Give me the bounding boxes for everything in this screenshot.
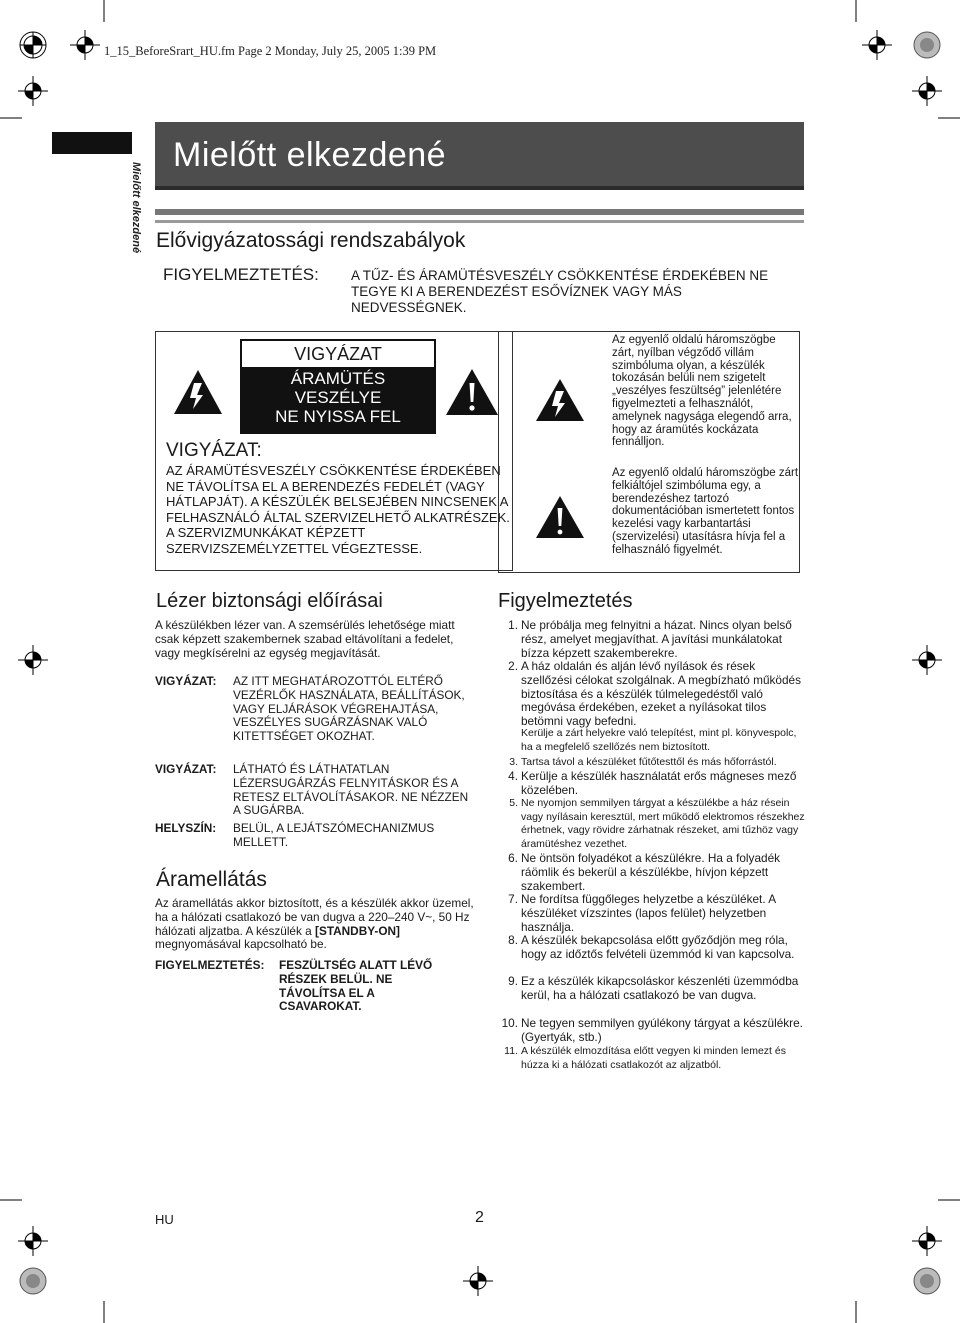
list-item-number: 3.	[509, 756, 518, 768]
lightning-warning-icon	[172, 368, 224, 416]
section-title: Elővigyázatossági rendszabályok	[156, 229, 466, 252]
caution-label: VIGYÁZAT:	[166, 440, 262, 461]
divider	[155, 209, 804, 215]
lightning-symbol-description: Az egyenlő oldalú háromszögbe zárt, nyílban végződő villám szimbóluma olyan, a készülék tokozásán belüli nem szigetelt „veszélyes feszültség” jelenlétére figyelmezteti a felhasználót, amelynek nagysága elegendő arra, hogy az áramütés kockázata fennálljon.	[612, 334, 792, 449]
list-item-text: Ne fordítsa függőleges helyzetbe a készüléket. A készüléket vízszintes (lapos felület) helyzetben használja.	[521, 892, 776, 934]
power-text	[155, 897, 475, 952]
laser-row-key: HELYSZÍN:	[155, 821, 217, 835]
page-number: 2	[475, 1209, 484, 1226]
exclamation-symbol-description: Az egyenlő oldalú háromszögbe zárt felkiáltójel szimbóluma egy, a berendezéshez tartozó dokumentációban ismertetett fontos kezelési vagy karbantartási (szervizelési) utasításra hívja fel a felhasználó figyelmét.	[612, 467, 799, 556]
list-item-text: A ház oldalán és alján lévő nyílások és rések szellőzési célokat szolgálnak. A megbízható működés biztosítása és a készülék túlmelegedéstől való megóvása érdekében, ezeket a nyílásokat tilos betömni vagy befedni.	[521, 659, 802, 729]
power-text-part: Az áramellátás akkor biztosított, és a készülék akkor üzemel, ha a hálózati csatlakozó be van dugva a 220–240 V~, 50 Hz hálózati aljzatba. A készülék a	[155, 896, 474, 938]
laser-row-key: VIGYÁZAT:	[155, 674, 217, 688]
list-item-text: Tartsa távol a készüléket fűtőtesttől és más hőforrástól.	[521, 756, 777, 768]
exclamation-warning-icon	[444, 367, 500, 417]
print-header: 1_15_BeforeSrart_HU.fm Page 2 Monday, July 25, 2005 1:39 PM	[104, 44, 437, 58]
caution-label-header: VIGYÁZAT	[294, 344, 382, 364]
laser-row-key: VIGYÁZAT:	[155, 762, 217, 776]
side-chapter-label: Mielőtt elkezdené	[130, 162, 142, 254]
list-item-number: 11.	[504, 1045, 518, 1057]
list-item-text: Kerülje a zárt helyekre való telepítést, mint pl. könyvespolc, ha a megfelelő szellőzés nem biztosított.	[521, 727, 797, 753]
main-warning-text: A TŰZ- ÉS ÁRAMÜTÉSVESZÉLY CSÖKKENTÉSE ÉRDEKÉBEN NE TEGYE KI A BERENDEZÉST ESŐVÍZNEK VAGY MÁS NEDVESSÉGNEK.	[351, 268, 769, 315]
laser-row-value: LÁTHATÓ ÉS LÁTHATATLAN LÉZERSUGÁRZÁS FELNYITÁSKOR ÉS A RETESZ ELTÁVOLÍTÁSAKOR. NE NÉZZEN A SUGÁRBA.	[233, 762, 469, 818]
laser-section-title: Lézer biztonsági előírásai	[156, 590, 383, 612]
list-item-number: 9.	[508, 974, 518, 988]
page-title: Mielőtt elkezdené	[173, 136, 447, 174]
list-item-number: 4.	[508, 769, 518, 783]
footer-language: HU	[155, 1212, 174, 1227]
figyelmeztetes-title: Figyelmeztetés	[498, 590, 633, 612]
caution-body: AZ ÁRAMÜTÉSVESZÉLY CSÖKKENTÉSE ÉRDEKÉBEN NE TÁVOLÍTSA EL A BERENDEZÉS FEDELÉT (VAGY HÁTLAPJÁT). A KÉSZÜLÉK BELSEJÉBEN NINCSENEK A FELHASZNÁLÓ ÁLTAL SZERVIZELHETŐ ALKATRÉSZEK. A SZERVIZMUNKÁKAT KÉPZETT SZERVIZSZEMÉLYZETTEL VÉGEZTESSE.	[166, 463, 510, 556]
list-item-text: Ne öntsön folyadékot a készülékre. Ha a folyadék ráömlik és bekerül a készülékbe, hívjon képzett szakembert.	[521, 851, 781, 893]
list-item-text: Kerülje a készülék használatát erős mágneses mező közelében.	[521, 769, 797, 797]
power-warning-text: FESZÜLTSÉG ALATT LÉVŐ RÉSZEK BELÜL. NE TÁVOLÍTSA EL A CSAVAROKAT.	[279, 958, 433, 1014]
list-item-number: 5.	[509, 797, 518, 809]
list-item-text: Ez a készülék kikapcsoláskor készenléti üzemmódba kerül, ha a hálózati csatlakozó be van dugva.	[521, 974, 799, 1002]
list-item-number: 10.	[501, 1016, 518, 1030]
list-item-number: 8.	[508, 933, 518, 947]
list-item-number: 2.	[508, 659, 518, 673]
list-item-text: A készülék elmozdítása előtt vegyen ki minden lemezt és húzza ki a hálózati csatlakozót az aljzatból.	[521, 1045, 786, 1071]
page-title-bar	[155, 122, 804, 190]
standby-on-button-label: [STANDBY-ON]	[315, 923, 400, 938]
list-item-number: 6.	[508, 851, 518, 865]
chapter-tab	[52, 132, 132, 154]
list-item-text: A készülék bekapcsolása előtt győződjön meg róla, hogy az időztős felvételi üzemmód ki van kapcsolva.	[521, 933, 795, 961]
power-section-title: Áramellátás	[156, 868, 267, 891]
laser-intro: A készülékben lézer van. A szemsérülés lehetősége miatt csak képzett szakembernek szabad eltávolítani a fedelet, vagy megkísérelni az egység megjavítását.	[155, 618, 455, 660]
power-warning-label: FIGYELMEZTETÉS:	[155, 958, 265, 972]
caution-label-black-panel	[242, 367, 434, 432]
caution-line: NE NYISSA FEL	[275, 407, 401, 426]
main-warning-label: FIGYELMEZTETÉS:	[163, 265, 319, 284]
caution-label-graphic	[240, 339, 436, 434]
caution-line: VESZÉLYE	[294, 388, 382, 407]
list-item-text: Ne nyomjon semmilyen tárgyat a készülékbe a ház résein vagy nyílásain keresztül, mert működő elektromos részekhez érhetnek, vagy rövidre zárhatnak részeket, ami tűzhöz vagy áramütéshez vezethet.	[521, 797, 805, 850]
list-item-number: 7.	[508, 892, 518, 906]
list-item-text: Ne tegyen semmilyen gyúlékony tárgyat a készülékre. (Gyertyák, stb.)	[521, 1016, 803, 1044]
laser-row-value: BELÜL, A LEJÁTSZÓMECHANIZMUS MELLETT.	[233, 821, 435, 849]
lightning-warning-icon	[534, 377, 586, 423]
laser-row-value: AZ ITT MEGHATÁROZOTTÓL ELTÉRŐ VEZÉRLŐK HASZNÁLATA, BEÁLLÍTÁSOK, VAGY ELJÁRÁSOK VÉGREHAJTÁSA, VESZÉLYES SUGÁRZÁSNAK VALÓ KITETTSÉGET OKOZHAT.	[233, 674, 465, 744]
exclamation-warning-icon	[534, 494, 586, 540]
list-item-number: 1.	[508, 618, 518, 632]
list-item-text: Ne próbálja meg felnyitni a házat. Nincs olyan belső rész, amelyet megjavíthat. A javítási munkálatokat bízza képzett szakemberekre.	[521, 618, 792, 660]
caution-line: ÁRAMÜTÉS	[290, 369, 386, 388]
divider	[155, 220, 804, 223]
power-text-part: megnyomásával kapcsolható be.	[155, 937, 327, 952]
